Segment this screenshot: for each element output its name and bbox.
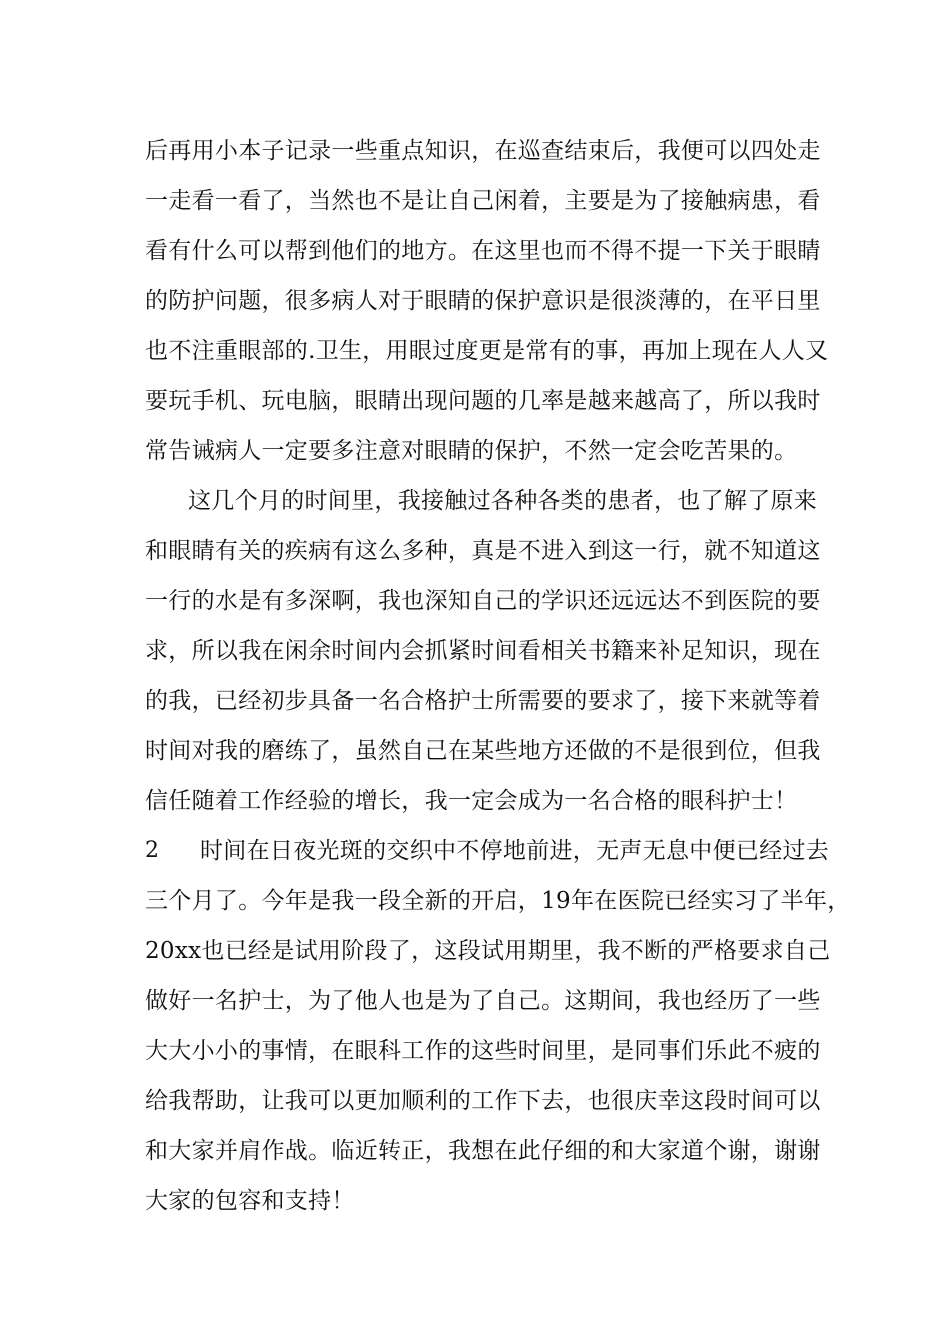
text-line: 一走看一看了，当然也不是让自己闲着，主要是为了接触病患，看 bbox=[145, 188, 821, 214]
text-line: 也不注重眼部的.卫生，用眼过度更是常有的事，再加上现在人人又 bbox=[145, 338, 829, 364]
text-line: 后再用小本子记录一些重点知识，在巡查结束后，我便可以四处走 bbox=[145, 138, 821, 164]
section-number: 2 bbox=[145, 838, 159, 863]
text-line: 时间对我的磨练了，虽然自己在某些地方还做的不是很到位，但我 bbox=[145, 738, 821, 764]
text-line: 大大小小的事情，在眼科工作的这些时间里，是同事们乐此不疲的 bbox=[145, 1038, 821, 1064]
text-line: 求，所以我在闲余时间内会抓紧时间看相关书籍来补足知识，现在 bbox=[145, 638, 821, 664]
text-line: 一行的水是有多深啊，我也深知自己的学识还远远达不到医院的要 bbox=[145, 588, 821, 614]
text-line: 这几个月的时间里，我接触过各种各类的患者，也了解了原来 bbox=[188, 488, 818, 514]
text-line: 给我帮助，让我可以更加顺利的工作下去，也很庆幸这段时间可以 bbox=[145, 1088, 821, 1114]
text-line: 20xx也已经是试用阶段了，这段试用期里，我不断的严格要求自己 bbox=[145, 938, 831, 964]
text-line: 和眼睛有关的疾病有这么多种，真是不进入到这一行，就不知道这 bbox=[145, 538, 821, 564]
text-line: 三个月了。今年是我一段全新的开启，19年在医院已经实习了半年， bbox=[145, 888, 851, 914]
text-line: 大家的包容和支持！ bbox=[145, 1188, 355, 1214]
text-line: 常告诫病人一定要多注意对眼睛的保护，不然一定会吃苦果的。 bbox=[145, 438, 798, 464]
text-line: 做好一名护士，为了他人也是为了自己。这期间，我也经历了一些 bbox=[145, 988, 821, 1014]
text-line: 和大家并肩作战。临近转正，我想在此仔细的和大家道个谢，谢谢 bbox=[145, 1138, 821, 1164]
text-line: 要玩手机、玩电脑，眼睛出现问题的几率是越来越高了，所以我时 bbox=[145, 388, 821, 414]
text-line: 时间在日夜光斑的交织中不停地前进，无声无息中便已经过去 bbox=[200, 838, 830, 864]
text-line: 的我，已经初步具备一名合格护士所需要的要求了，接下来就等着 bbox=[145, 688, 821, 714]
text-line: 的防护问题，很多病人对于眼睛的保护意识是很淡薄的，在平日里 bbox=[145, 288, 821, 314]
text-line: 看有什么可以帮到他们的地方。在这里也而不得不提一下关于眼睛 bbox=[145, 238, 821, 264]
text-line: 信任随着工作经验的增长，我一定会成为一名合格的眼科护士！ bbox=[145, 788, 798, 814]
